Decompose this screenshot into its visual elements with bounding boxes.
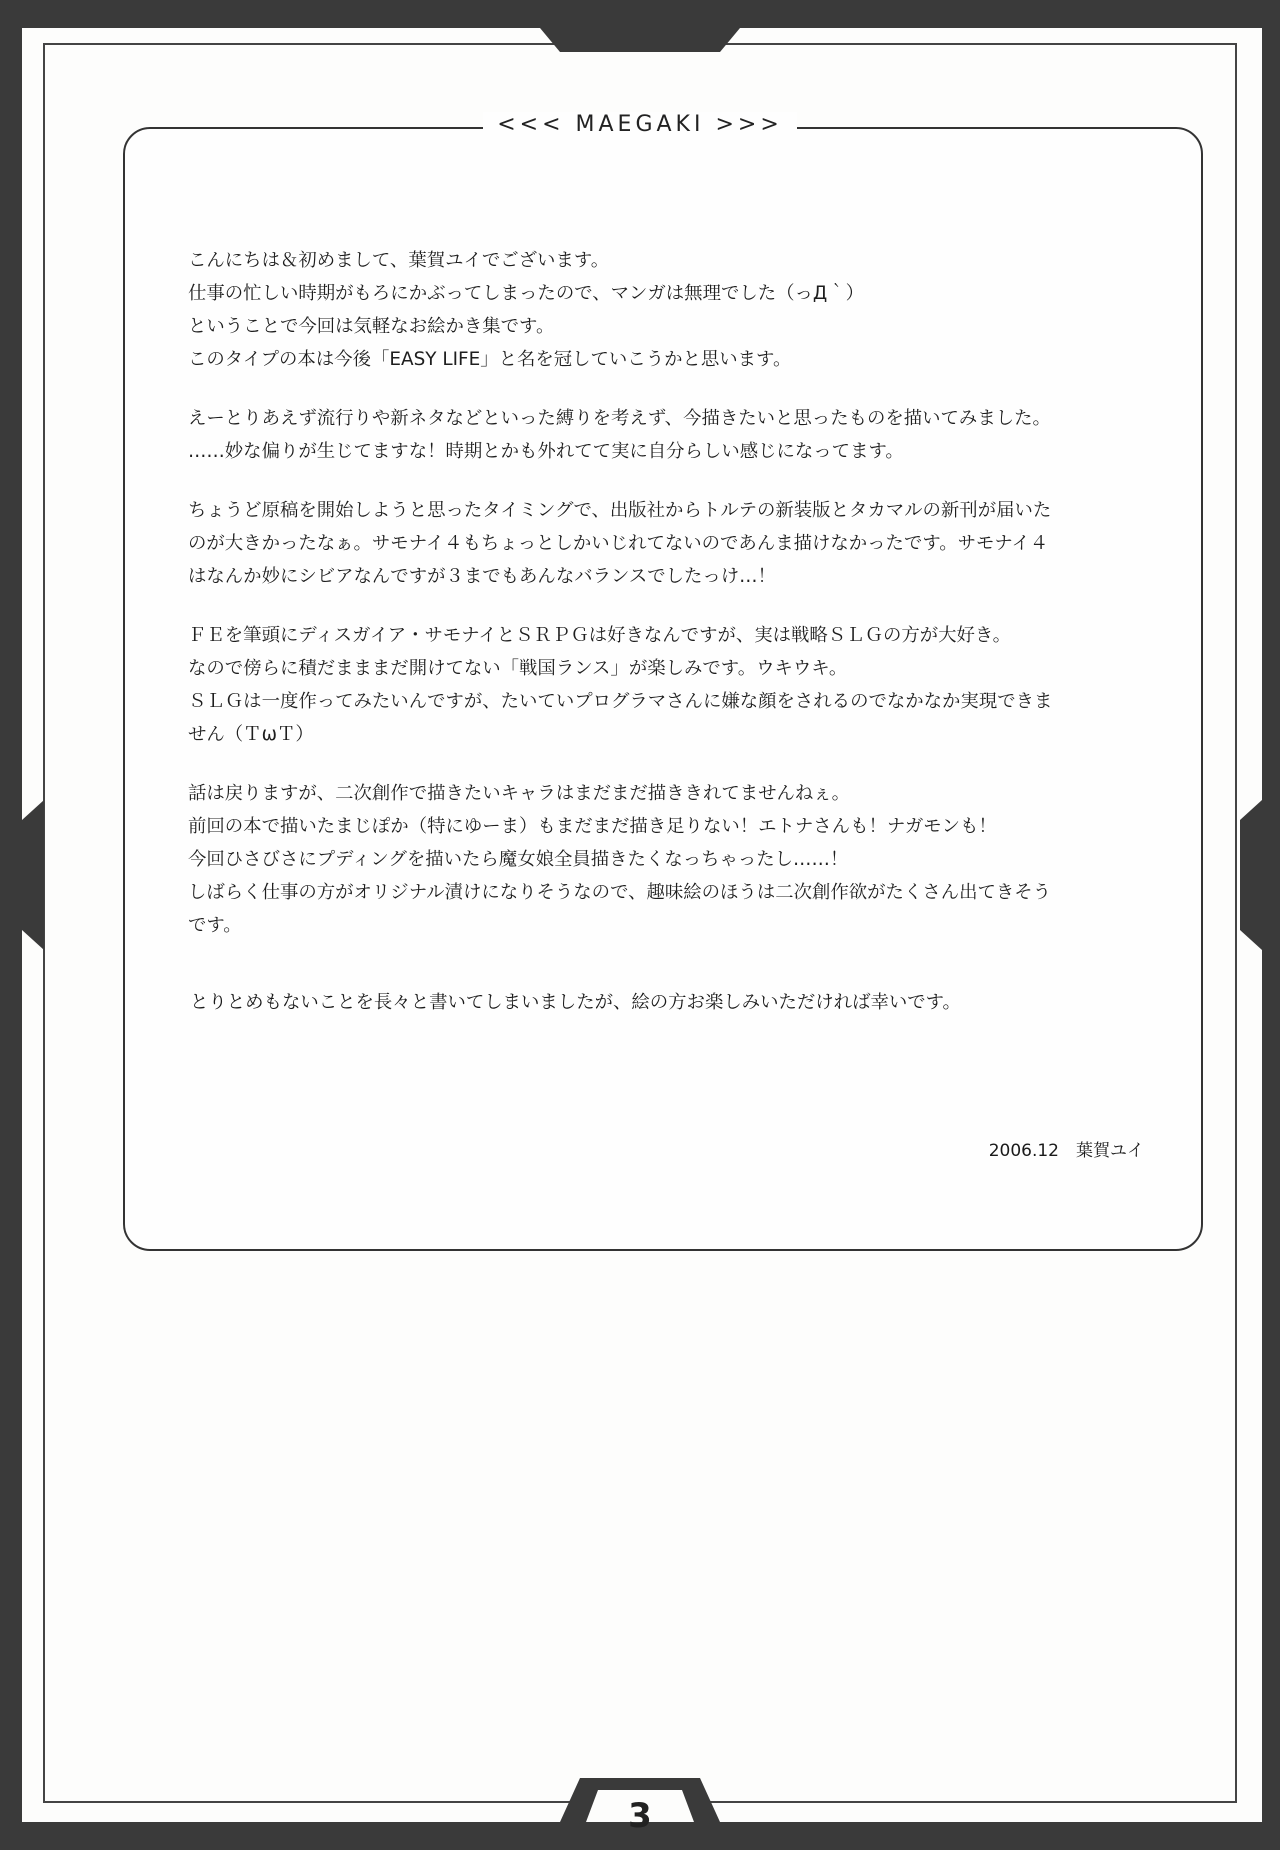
text-line: ちょうど原稿を開始しようと思ったタイミングで、出版社からトルテの新装版とタカマルの新刊が届いた xyxy=(188,500,1052,521)
text-line: ということで今回は気軽なお絵かき集です。 xyxy=(188,316,555,337)
text-line: ＦＥを筆頭にディスガイア・サモナイとＳＲＰＧは好きなんですが、実は戦略ＳＬＧの方が大好き。 xyxy=(188,625,1011,646)
text-line: なので傍らに積だまままだ開けてない「戦国ランス」が楽しみです。ウキウキ。 xyxy=(188,658,848,679)
text-line: 話は戻りますが、二次創作で描きたいキャラはまだまだ描ききれてませんねぇ。 xyxy=(188,783,851,804)
text-line: せん（ＴωＴ） xyxy=(188,724,314,745)
text-line: しばらく仕事の方がオリジナル漬けになりそうなので、趣味絵のほうは二次創作欲がたくさん出てきそう xyxy=(188,882,1052,903)
paragraph xyxy=(188,619,1148,751)
text-line: 前回の本で描いたまじぽか（特にゆーま）もまだまだ描き足りない！エトナさんも！ナガモンも！ xyxy=(188,816,997,837)
signature: 2006.12 葉賀ユイ xyxy=(988,1141,1144,1161)
text-line: 今回ひさびさにプディングを描いたら魔女娘全員描きたくなっちゃったし……！ xyxy=(188,849,849,870)
text-line: こんにちは＆初めまして、葉賀ユイでございます。 xyxy=(188,250,610,271)
text-line: えーとりあえず流行りや新ネタなどといった縛りを考えず、今描きたいと思ったものを描いてみました。 xyxy=(188,408,1051,429)
text-line: このタイプの本は今後「EASY LIFE」と名を冠していこうかと思います。 xyxy=(188,349,792,370)
text-line: ……妙な偏りが生じてますな！時期とかも外れてて実に自分らしい感じになってます。 xyxy=(188,441,904,462)
text-line: のが大きかったなぁ。サモナイ４もちょっとしかいじれてないのであんま描けなかったです。サモナイ４ xyxy=(188,533,1049,554)
text-line: はなんか妙にシビアなんですが３までもあんなバランスでしたっけ…！ xyxy=(188,566,776,587)
heading-text: <<< MAEGAKI >>> xyxy=(483,112,797,137)
closing-line: とりとめもないことを長々と書いてしまいましたが、絵の方お楽しみいただければ幸いです。 xyxy=(190,992,961,1013)
paragraph xyxy=(188,244,1148,376)
text-line: です。 xyxy=(188,915,242,936)
text-line: ＳＬＧは一度作ってみたいんですが、たいていプログラマさんに嫌な顔をされるのでなかなか実現できま xyxy=(188,691,1053,712)
page-number: 3 xyxy=(628,1796,652,1836)
paragraph xyxy=(188,777,1148,942)
section-heading xyxy=(0,112,1280,137)
preface-body xyxy=(188,244,1148,968)
paragraph xyxy=(188,494,1148,593)
paragraph xyxy=(188,402,1148,468)
text-line: 仕事の忙しい時期がもろにかぶってしまったので、マンガは無理でした（っД｀） xyxy=(188,283,865,304)
